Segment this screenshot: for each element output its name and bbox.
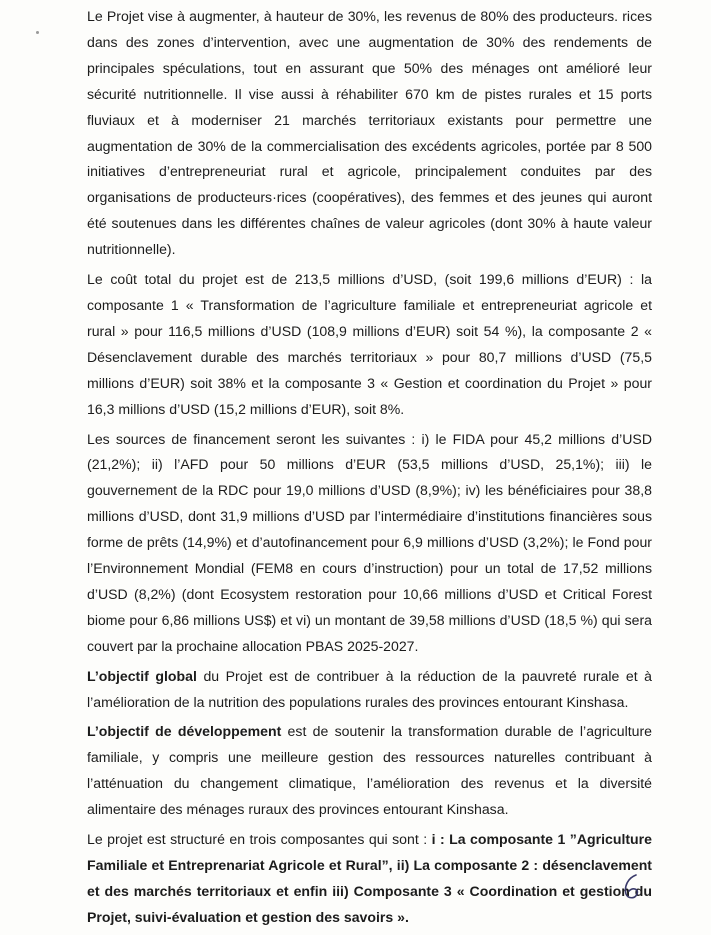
components-list-text: i : La composante 1 ”Agriculture Familiale et Entreprenariat Agricole et Rural”, ii) La composante 2 : désenclavement et des marchés territoriaux et enfin iii) Composante 3 « Coordination et gestion du Projet, suivi-évaluation et gestion des savoirs ». — [87, 831, 652, 925]
global-objective-text: du Projet est de contribuer à la réduction de la pauvreté rurale et à l’amélioration de la nutrition des populations rurales des provinces entourant Kinshasa. — [87, 667, 652, 710]
paragraph-global-objective — [87, 664, 652, 716]
development-objective-text: est de soutenir la transformation durable de l’agriculture familiale, y compris une meilleure gestion des ressources naturelles contribuant à l’atténuation du changement climatique, l’amélioration des revenus et la diversité alimentaire des ménages ruraux des provinces entourant Kinshasa. — [87, 723, 652, 818]
document-body — [87, 4, 652, 935]
components-lead-text: Le projet est structuré en trois composantes qui sont : — [87, 831, 432, 848]
paragraph-development-objective — [87, 719, 652, 823]
global-objective-label: L’objectif global — [87, 667, 197, 684]
development-objective-label: L’objectif de développement — [87, 723, 282, 740]
paragraph-objectives: Le Projet vise à augmenter, à hauteur de 30%, les revenus de 80% des producteurs. rices dans des zones d’intervention, avec une augmentation de 30% des rendements de principales spéculations, tout en assurant que 50% des ménages ont amélioré leur sécurité nutritionnelle. Il vise aussi à réhabiliter 670 km de pistes rurales et 15 ports fluviaux et à moderniser 21 marchés territoriaux existants pour permettre une augmentation de 30% de la commercialisation des excédents agricoles, portée par 8 500 initiatives d’entrepreneuriat rural et agricole, principalement conduites par des organisations de producteurs·rices (coopératives), des femmes et des jeunes qui auront été soutenues dans les différentes chaînes de valeur agricoles (dont 30% à haute valeur nutritionnelle). — [87, 8, 652, 258]
handwritten-initial-mark — [620, 872, 644, 902]
paragraph-components — [87, 827, 652, 931]
paragraph-total-cost: Le coût total du projet est de 213,5 millions d’USD, (soit 199,6 millions d’EUR) : la composante 1 « Transformation de l’agriculture familiale et entrepreneuriat agricole et rural » pour 116,5 millions d’USD (108,9 millions d’EUR) soit 54 %), la composante 2 « Désenclavement durable des marchés territoriaux » pour 80,7 millions d’USD (75,5 millions d’EUR) soit 38% et la composante 3 « Gestion et coordination du Projet » pour 16,3 millions d’USD (15,2 millions d’EUR), soit 8%. — [87, 271, 652, 417]
paragraph-funding-sources: Les sources de financement seront les suivantes : i) le FIDA pour 45,2 millions d’USD (21,2%); ii) l’AFD pour 50 millions d’EUR (53,5 millions d’USD, 25,1%); iii) le gouvernement de la RDC pour 19,0 millions d’USD (8,9%); iv) les bénéficiaires pour 38,8 millions d’USD, dont 31,9 millions d’USD par l’intermédiaire d’institutions financières sous forme de prêts (14,9%) et d’autofinancement pour 6,9 millions d’USD (3,2%); le Fond pour l’Environnement Mondial (FEM8 en cours d’instruction) pour un total de 17,52 millions d’USD (8,2%) (dont Ecosystem restoration pour 10,66 millions d’USD et Critical Forest biome pour 6,86 millions US$) et vi) un montant de 39,58 millions d’USD (18,5 %) qui sera couvert par la prochaine allocation PBAS 2025-2027. — [87, 430, 652, 654]
scan-speck — [36, 31, 39, 34]
